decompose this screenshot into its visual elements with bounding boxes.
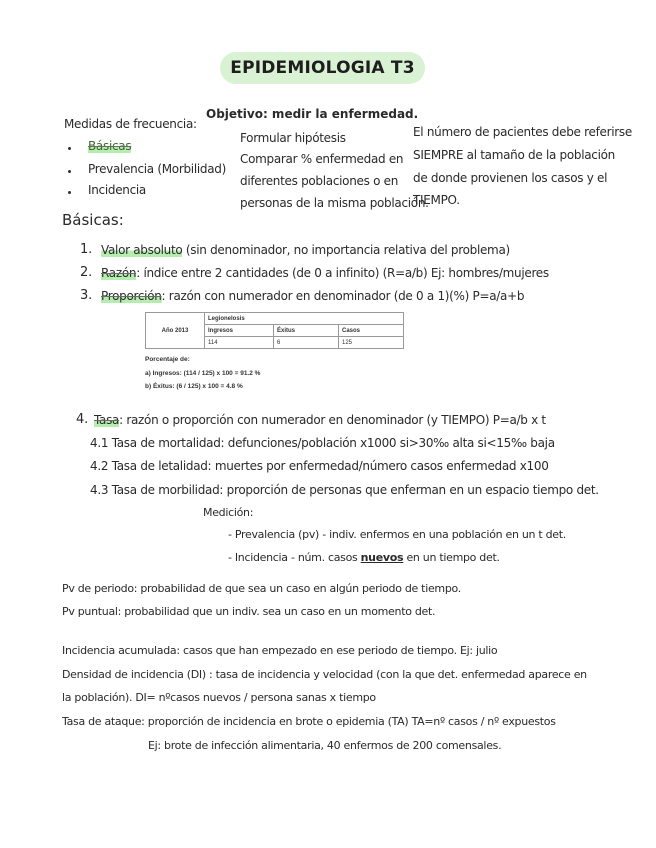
table-col-header: Casos (339, 325, 404, 337)
freq-item-prevalencia: Prevalencia (Morbilidad) (88, 162, 226, 176)
ejemplo-brote: Ej: brote de infección alimentaria, 40 enfermos de 200 comensales. (148, 739, 502, 752)
list-item-razon: Razón: índice entre 2 cantidades (de 0 a infinito) (R=a/b) Ej: hombres/mujeres (101, 266, 549, 280)
pv-puntual: Pv puntual: probabilidad que un indiv. sea un caso en un momento det. (62, 605, 436, 618)
list-item-tasa: Tasa: razón o proporción con numerador en denominador (y TIEMPO) P=a/b x t (94, 413, 546, 427)
table-cell: 114 (205, 337, 274, 349)
table-group-header: Legionelosis (205, 313, 404, 325)
list-number: 3. (80, 288, 93, 303)
bullet-icon (68, 191, 71, 194)
medicion-prevalencia: - Prevalencia (pv) - indiv. enfermos en una población en un t det. (228, 528, 566, 541)
hypothesis-line: Comparar % enfermedad en (240, 152, 404, 166)
hypothesis-line: diferentes poblaciones o en (240, 174, 399, 188)
table-year-cell: Año 2013 (146, 313, 205, 349)
patients-note-line: SIEMPRE al tamaño de la población (413, 148, 615, 162)
pct-line-b: b) Éxitus: (6 / 125) x 100 = 4.8 % (145, 383, 243, 390)
bullet-icon (68, 147, 71, 150)
list-number: 2. (80, 265, 93, 280)
table-cell: 125 (339, 337, 404, 349)
list-number: 4. (76, 412, 89, 427)
tasa-ataque: Tasa de ataque: proporción de incidencia en brote o epidemia (TA) TA=nº casos / nº expuestos (62, 715, 556, 728)
table-col-header: Ingresos (205, 325, 274, 337)
list-number: 1. (80, 242, 93, 257)
medicion-incidencia: - Incidencia - núm. casos nuevos en un tiempo det. (228, 551, 500, 564)
pv-periodo: Pv de periodo: probabilidad de que sea un caso en algún periodo de tiempo. (62, 582, 461, 595)
list-item-proporcion: Proporción: razón con numerador en denominador (de 0 a 1)(%) P=a/a+b (101, 289, 525, 303)
pct-title: Porcentaje de: (145, 356, 190, 363)
pct-line-a: a) Ingresos: (114 / 125) x 100 = 91.2 % (145, 370, 261, 377)
freq-item-basicas: Básicas (88, 139, 132, 153)
bullet-icon (68, 170, 71, 173)
basicas-heading: Básicas: (62, 211, 124, 229)
freq-item-incidencia: Incidencia (88, 183, 146, 197)
objective-text: Objetivo: medir la enfermedad. (206, 107, 419, 121)
hypothesis-line: Formular hipótesis (240, 131, 346, 145)
patients-note-line: de donde provienen los casos y el (413, 171, 608, 185)
tasa-mortalidad: 4.1 Tasa de mortalidad: defunciones/población x1000 si>30‰ alta si<15‰ baja (90, 436, 555, 450)
freq-heading: Medidas de frecuencia: (64, 117, 197, 131)
densidad-incidencia-cont: la población). DI= nºcasos nuevos / persona sanas x tiempo (62, 691, 376, 704)
table-col-header: Éxitus (274, 325, 339, 337)
medicion-label: Medición: (203, 506, 254, 519)
patients-note-line: TIEMPO. (413, 193, 460, 207)
densidad-incidencia: Densidad de incidencia (DI) : tasa de incidencia y velocidad (con la que det. enfermedad aparece en (62, 668, 587, 681)
tasa-morbilidad: 4.3 Tasa de morbilidad: proporción de personas que enferman en un espacio tiempo det. (90, 483, 599, 497)
list-item-valor-absoluto: Valor absoluto (sin denominador, no importancia relativa del problema) (101, 243, 510, 257)
patients-note-line: El número de pacientes debe referirse (413, 125, 632, 139)
tasa-letalidad: 4.2 Tasa de letalidad: muertes por enfermedad/número casos enfermedad x100 (90, 459, 549, 473)
page-title: EPIDEMIOLOGIA T3 (220, 52, 425, 84)
incidencia-acumulada: Incidencia acumulada: casos que han empezado en ese periodo de tiempo. Ej: julio (62, 644, 498, 657)
table-cell: 6 (274, 337, 339, 349)
hypothesis-line: personas de la misma población. (240, 196, 429, 210)
legionelosis-table (145, 312, 404, 349)
